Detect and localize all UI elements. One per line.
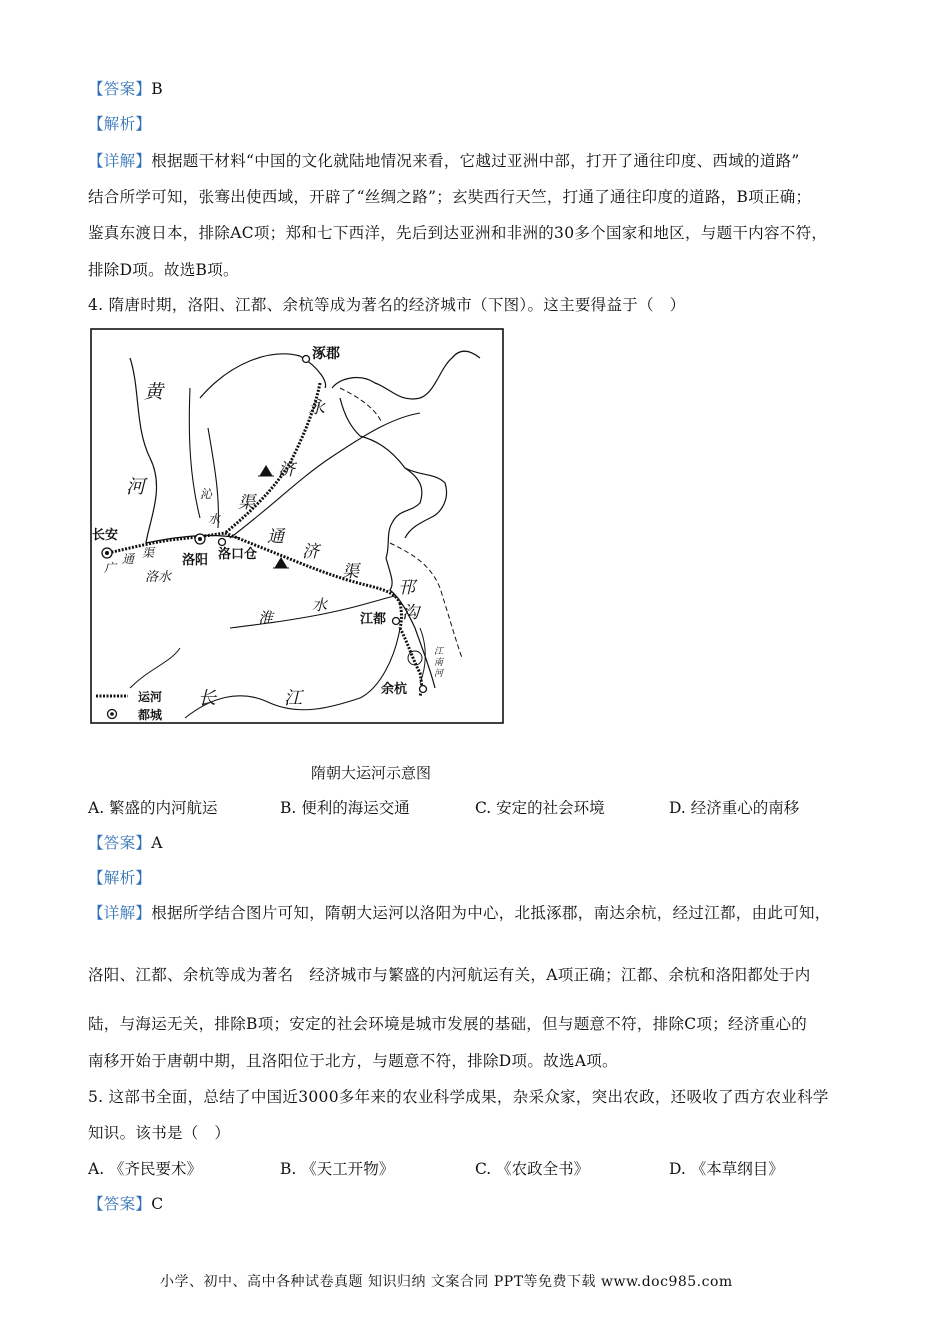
label-yuhang: 余杭 <box>381 682 408 697</box>
label-han: 邗 <box>398 578 415 598</box>
label-qu-guangtong: 渠 <box>142 546 155 560</box>
detail-tag: 【详解】 <box>88 904 152 922</box>
label-guang: 广 <box>104 561 117 575</box>
q5-stem-line-2: 知识。该书是（ ） <box>88 1124 231 1142</box>
q3-detail-line-4: 排除D项。故选B项。 <box>88 261 239 279</box>
q4-detail-line-2: 洛阳、江都、余杭等成为著名 经济城市与繁盛的内河航运有关，A项正确；江都、余杭和洛阳都处于内 <box>88 966 811 984</box>
page-footer: 小学、初中、高中各种试卷真题 知识归纳 文案合同 PPT等免费下载 www.doc985.com <box>160 1274 733 1290</box>
label-jiangnanhe-3: 河 <box>434 669 444 679</box>
legend-capital-dot <box>110 712 114 716</box>
jiangdu-marker <box>393 618 400 625</box>
q3-detail-line-2: 结合所学可知，张骞出使西域，开辟了“丝绸之路”；玄奘西行天竺，打通了通往印度的道路，B项正确； <box>88 188 812 206</box>
label-huang: 黄 <box>144 381 164 403</box>
luoyang-marker-dot <box>198 537 202 541</box>
label-qu-yongji: 渠 <box>238 493 255 513</box>
label-ji-yongji: 济 <box>278 460 295 480</box>
q4-option-d: D. 经济重心的南移 <box>669 799 800 817</box>
label-yong: 永 <box>308 398 325 418</box>
map-caption: 隋朝大运河示意图 <box>311 764 432 782</box>
q5-answer-line <box>88 1192 163 1214</box>
q4-detail-line-1 <box>88 901 831 923</box>
label-huai: 淮 <box>258 609 274 627</box>
changan-marker-dot <box>105 551 109 555</box>
label-luoyang: 洛阳 <box>182 553 209 568</box>
label-jiangnanhe-1: 江 <box>434 647 444 657</box>
label-jiang: 江 <box>284 688 302 709</box>
zhuojun-marker <box>303 356 310 363</box>
answer-value: C <box>151 1195 164 1213</box>
q3-detail-line-1 <box>88 149 800 171</box>
q5-option-b: B. 《天工开物》 <box>280 1160 395 1178</box>
label-changan: 长安 <box>92 528 119 543</box>
label-jiangdu: 江都 <box>360 612 387 627</box>
q5-stem-line-1: 5. 这部书全面，总结了中国近3000多年来的农业科学成果，杂采众家，突出农政，还吸收了西方农业科学 <box>88 1088 829 1106</box>
q4-detail-line-4: 南移开始于唐朝中期，且洛阳位于北方，与题意不符，排除D项。故选A项。 <box>88 1052 618 1070</box>
answer-tag: 【答案】 <box>88 80 152 98</box>
label-ji-tongji: 济 <box>302 542 319 562</box>
answer-tag: 【答案】 <box>88 1195 152 1213</box>
q4-stem: 4. 隋唐时期，洛阳、江都、余杭等成为著名的经济城市（下图）。这主要得益于（ ） <box>88 296 686 314</box>
label-chang: 长 <box>198 688 216 709</box>
detail-text: 根据所学结合图片可知，隋朝大运河以洛阳为中心，北抵涿郡，南达余杭，经过江都，由此可知， <box>151 904 831 922</box>
yuhang-marker <box>420 686 427 693</box>
label-luokoucang: 洛口仓 <box>218 547 258 562</box>
answer-value: A <box>151 834 163 852</box>
label-jiangnanhe-2: 南 <box>434 658 444 668</box>
answer-tag: 【答案】 <box>88 834 152 852</box>
q4-option-b: B. 便利的海运交通 <box>280 799 410 817</box>
q5-option-a: A. 《齐民要术》 <box>88 1160 203 1178</box>
label-zhuojun: 涿郡 <box>312 346 340 362</box>
answer-value: B <box>151 80 163 98</box>
q3-analysis-tag: 【解析】 <box>88 115 152 133</box>
label-tong-guangtong: 通 <box>122 552 135 566</box>
label-shui-huai: 水 <box>312 596 328 614</box>
label-qin: 沁 <box>200 487 213 501</box>
q4-option-a: A. 繁盛的内河航运 <box>88 799 218 817</box>
legend-capital-label: 都城 <box>138 708 163 722</box>
legend-canal-label: 运河 <box>138 690 163 704</box>
label-tong: 通 <box>267 527 284 547</box>
detail-text: 根据题干材料“中国的文化就陆地情况来看，它越过亚洲中部，打开了通往印度、西域的道路” <box>151 152 800 170</box>
q5-option-d: D. 《本草纲目》 <box>669 1160 784 1178</box>
label-he: 河 <box>126 476 146 498</box>
q4-option-c: C. 安定的社会环境 <box>475 799 605 817</box>
detail-tag: 【详解】 <box>88 152 152 170</box>
label-luoshui: 洛水 <box>145 570 172 585</box>
label-gou: 沟 <box>402 603 419 623</box>
q5-option-c: C. 《农政全书》 <box>475 1160 590 1178</box>
label-qu-tongji: 渠 <box>342 562 359 582</box>
q4-answer-line <box>88 831 163 853</box>
q4-detail-line-3: 陆，与海运无关，排除B项；安定的社会环境是城市发展的基础，但与题意不符，排除C项；经济重心的 <box>88 1015 808 1033</box>
luokoucang-marker <box>219 539 226 546</box>
q4-analysis-tag: 【解析】 <box>88 869 152 887</box>
q3-detail-line-3: 鉴真东渡日本，排除AC项；郑和七下西洋，先后到达亚洲和非洲的30多个国家和地区，与题干内容不符， <box>88 224 828 242</box>
label-shui-qin: 水 <box>208 512 221 526</box>
grand-canal-map <box>90 328 504 724</box>
q3-answer-line <box>88 77 163 99</box>
